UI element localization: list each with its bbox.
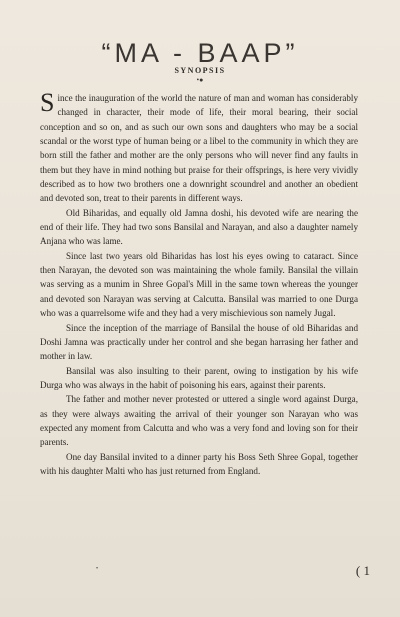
drop-cap: S: [40, 88, 55, 117]
paragraph-7: One day Bansilal invited to a dinner party his Boss Seth Shree Gopal, together with his daughter Malti who has just returned from England.: [40, 451, 358, 476]
paragraph-4: Since the inception of the marriage of Bansilal the house of old Biharidas and Doshi Jamna was practically under her control and she began harrasing her father and mother in law.: [40, 322, 358, 362]
speck-mark: •: [96, 566, 99, 572]
paragraph-1: [40, 88, 358, 206]
ornament-icon: •●: [196, 76, 204, 84]
synopsis-body: [40, 88, 358, 478]
paragraph-1-text: ince the inauguration of the world the nature of man and woman has considerably changed in character, their mode of life, their moral bearing, their social conception and so on, and as such our own sons and daughters who may be a social scandal or the worst type of human being or a libel to the community in which they are born still the father and mother are the only persons who will never find any faults in them but they have in mind nothing but praise for their offsprings, is here very vividly described as to how two brothers one a downright scoundrel and another an obedient and devoted son, treat to their parents in different ways.: [40, 93, 358, 204]
page-subtitle: SYNOPSIS: [174, 66, 226, 75]
page-title: “MA - BAAP”: [101, 38, 299, 68]
paragraph-5: Bansilal was also insulting to their parent, owing to instigation by his wife Durga who was always in the habit of poisoning his ears, against their parents.: [40, 365, 358, 390]
paragraph-3: Since last two years old Biharidas has lost his eyes owing to cataract. Since then Narayan, the devoted son was maintaining the whole family. Bansilal the villain was serving as a munim in Shree Gopal's Mill in the same town whereas the younger and devoted son Narayan was serving at Calcutta. Bansilal was married to one Durga who was a quarrelsome wife and they had a very mischievious son namely Jugal.: [40, 250, 358, 319]
paragraph-2: Old Biharidas, and equally old Jamna doshi, his devoted wife are nearing the end of their life. They had two sons Bansilal and Narayan, and also a daughter namely Anjana who was lame.: [40, 207, 358, 247]
paragraph-6: The father and mother never protested or uttered a single word against Durga, as they were always awaiting the arrival of their younger son Narayan who was expected any moment from Calcutta and who was a very fond and loving son for their parents.: [40, 394, 358, 448]
page-number: ( 1: [355, 563, 370, 578]
